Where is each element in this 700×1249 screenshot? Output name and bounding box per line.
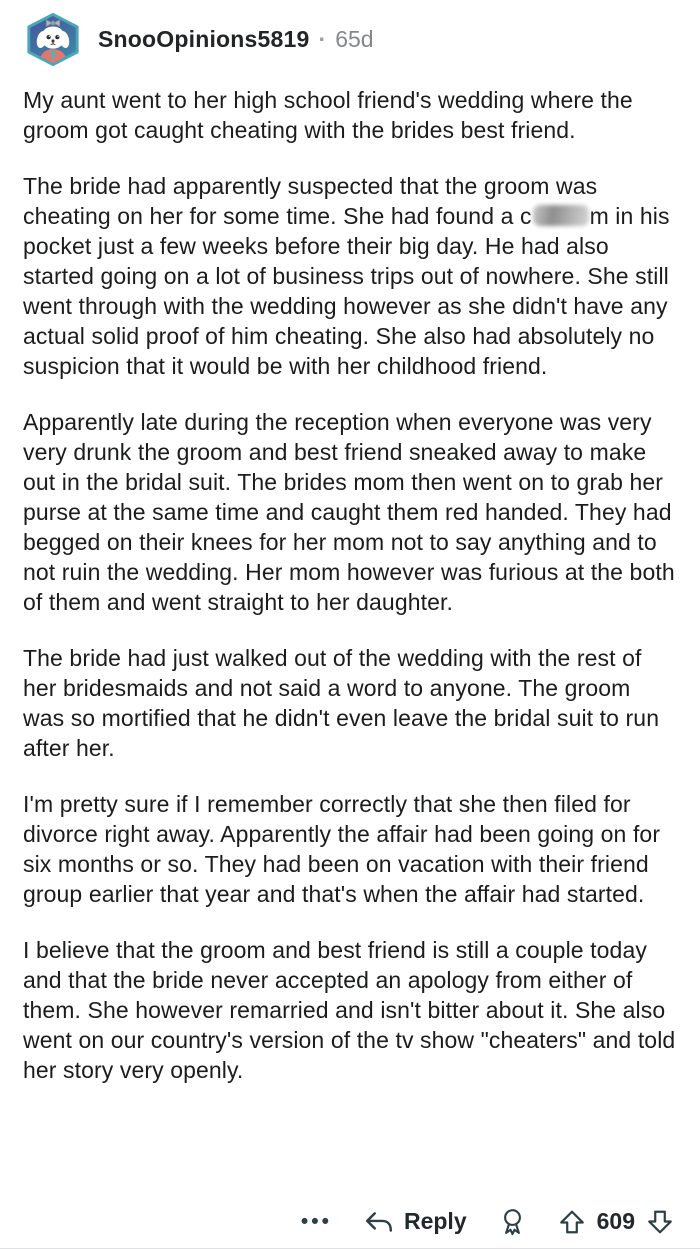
user-avatar[interactable] [24,12,82,67]
comment-header [0,0,700,67]
paragraph-2-before: The bride had apparently suspected that the groom was cheating on her for some time. She had found a c [23,173,598,229]
header-text [98,26,374,53]
paragraph-5: I'm pretty sure if I remember correctly that she then filed for divorce right away. Apparently the affair had been going on for six months or so. They had been on vacation with their friend group earlier that year and that's when the affair had started. [23,791,661,907]
paragraph-3: Apparently late during the reception when everyone was very very drunk the groom and best friend sneaked away to make out in the bridal suit. The brides mom then went on to grab her purse at the same time and caught them red handed. They had begged on their knees for her mom not to say anything and to not ruin the wedding. Her mom however was furious at the both of them and went straight to her daughter. [23,409,675,615]
downvote-button[interactable] [646,1208,674,1236]
comment-body [0,67,700,1085]
reply-arrow-icon [364,1209,394,1235]
award-medal-icon [499,1207,526,1236]
downvote-arrow-icon [646,1208,674,1236]
award-button[interactable] [499,1207,526,1236]
paragraph-6: I believe that the groom and best friend is still a couple today and that the bride never accepted an apology from either of them. She however remarried and isn't bitter about it. She also went on our country's version of the tv show "cheaters" and told her story very openly. [23,937,676,1083]
more-options-button[interactable] [301,1208,332,1236]
vote-controls [558,1208,674,1236]
censored-word [533,205,589,226]
comment-actions [0,1201,700,1248]
username[interactable]: SnooOpinions5819 [98,26,310,52]
reply-button[interactable] [364,1208,467,1235]
upvote-arrow-icon [558,1208,586,1236]
upvote-button[interactable] [558,1208,586,1236]
paragraph-1: My aunt went to her high school friend's wedding where the groom got caught cheating with the brides best friend. [23,87,633,143]
reply-label: Reply [403,1208,467,1234]
vote-count: 609 [596,1208,635,1234]
separator-dot: · [318,26,327,52]
more-options-icon: ••• [300,1209,332,1233]
paragraph-2 [23,171,678,381]
paragraph-2-after: m in his pocket just a few weeks before their big day. He had also started going on a lot of business trips out of nowhere. She still went through with the wedding however as she didn't have any actual solid proof of him cheating. She also had absolutely no suspicion that it would be with her childhood friend. [23,203,670,379]
post-age: 65d [335,26,374,52]
paragraph-4: The bride had just walked out of the wedding with the rest of her bridesmaids and not said a word to anyone. The groom was so mortified that he didn't even leave the bridal suit to run after her. [23,645,660,761]
